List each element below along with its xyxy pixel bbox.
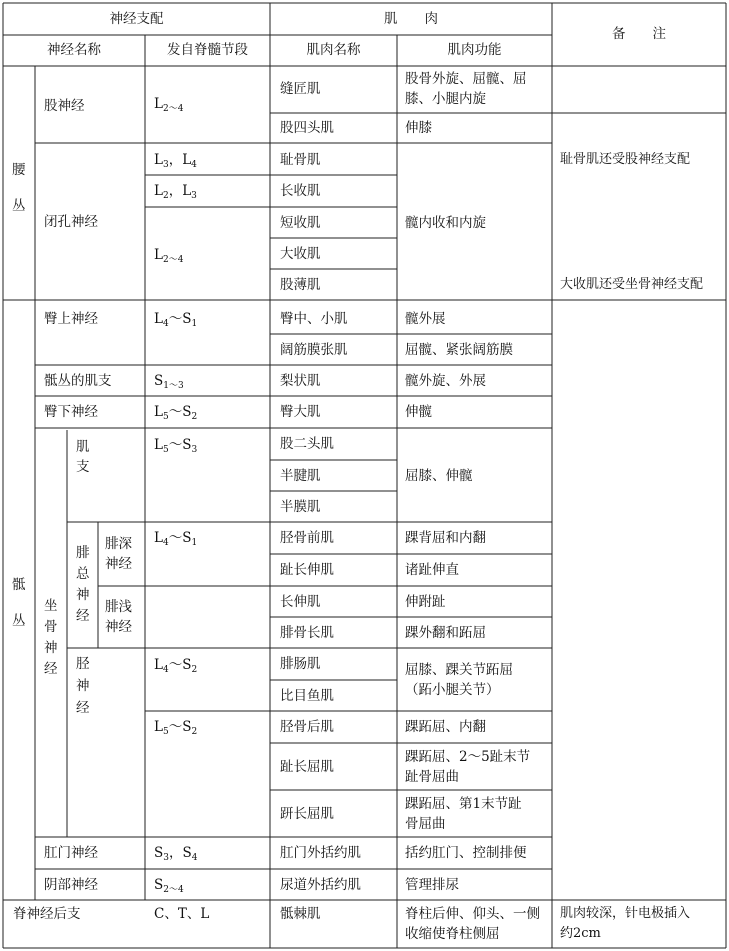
segment-obturator: $L_{2\sim 4}$ xyxy=(154,247,184,265)
tibial-nerve: 胫 神 经 xyxy=(76,656,90,716)
muscle-semimembranosus: 半膜肌 xyxy=(280,499,321,515)
function-extensor-hallucis-longus: 伸跗趾 xyxy=(405,594,446,610)
segment-tibial-upper: $L_4\sim S_2$ xyxy=(154,657,198,675)
function-extensor-digitorum-longus: 诸趾伸直 xyxy=(405,562,459,578)
deep-peroneal-nerve: 腓深 神经 xyxy=(105,536,132,572)
muscle-gracilis: 股薄肌 xyxy=(280,277,321,293)
header-nerve-name: 神经名称 xyxy=(47,42,101,58)
function-quadriceps: 伸膝 xyxy=(405,120,432,136)
sacral-plexus-label: 骶 丛 xyxy=(12,577,26,629)
muscle-tensor-fasciae-latae: 阔筋膜张肌 xyxy=(280,342,348,358)
muscle-peroneus-longus: 腓骨长肌 xyxy=(280,625,334,641)
function-external-urethral-sphincter: 管理排尿 xyxy=(405,877,459,893)
muscle-gluteus-medius-minimus: 臀中、小肌 xyxy=(280,311,348,327)
dorsal-rami-label: 脊神经后支 xyxy=(13,906,81,922)
superficial-peroneal-nerve: 腓浅 神经 xyxy=(105,599,132,635)
muscle-quadriceps: 股四头肌 xyxy=(280,120,334,136)
pudendal-anal-nerve: 肛门神经 xyxy=(44,845,98,861)
perineal-nerve: 阴部神经 xyxy=(44,877,98,893)
function-calf: 屈膝、踝关节跖屈 （跖小腿关节） xyxy=(405,662,513,698)
femoral-nerve: 股神经 xyxy=(44,98,85,114)
segment-tibial-lower: $L_5\sim S_2$ xyxy=(154,719,198,737)
muscle-sacrospinalis: 骶棘肌 xyxy=(280,906,321,922)
superior-gluteal-nerve: 臀上神经 xyxy=(44,311,98,327)
note-sacrospinalis: 肌肉较深，针电极插入 约2cm xyxy=(560,906,691,941)
segment-superior-gluteal: $L_4\sim S_1$ xyxy=(154,311,198,329)
segment-peroneal: $L_4\sim S_1$ xyxy=(154,530,198,548)
function-flexor-digitorum-longus: 踝跖屈、2～5趾末节 趾骨屈曲 xyxy=(405,749,531,785)
sciatic-muscular-branch: 肌 支 xyxy=(76,439,90,475)
function-gluteus-maximus: 伸髋 xyxy=(405,404,432,420)
function-hamstrings: 屈膝、伸髋 xyxy=(405,468,473,484)
header-nerve-supply: 神经支配 xyxy=(109,11,164,27)
muscle-adductor-magnus: 大收肌 xyxy=(280,246,321,262)
function-sacrospinalis: 脊柱后伸、仰头、一侧 收缩使脊柱侧屈 xyxy=(405,906,540,942)
segment-inferior-gluteal: $L_5\sim S_2$ xyxy=(154,404,198,422)
muscle-extensor-hallucis-longus: 长伸肌 xyxy=(280,594,321,610)
function-sartorius: 股骨外旋、屈髋、屈 膝、小腿内旋 xyxy=(405,71,527,107)
muscle-external-anal-sphincter: 肛门外括约肌 xyxy=(280,845,361,861)
common-peroneal-nerve: 腓 总 神 经 xyxy=(76,545,90,624)
lumbar-plexus-label: 腰 丛 xyxy=(12,162,26,214)
header-notes: 备 注 xyxy=(612,26,666,42)
segment-anal: $S_3$，$S_4$ xyxy=(154,845,198,863)
inferior-gluteal-nerve: 臀下神经 xyxy=(44,404,98,420)
segment-sciatic-muscular: $L_5\sim S_3$ xyxy=(154,437,198,455)
segment-adductor-longus: $L_2$，$L_3$ xyxy=(154,183,197,201)
muscle-piriformis: 梨状肌 xyxy=(280,373,321,389)
sacral-muscular-branch: 骶丛的肌支 xyxy=(44,373,112,389)
function-tibialis-anterior: 踝背屈和内翻 xyxy=(405,530,486,546)
muscle-gastrocnemius: 腓肠肌 xyxy=(280,656,321,672)
segment-dorsal-rami: C、T、L xyxy=(154,906,210,922)
muscle-biceps-femoris: 股二头肌 xyxy=(280,436,334,452)
header-muscle-name: 肌肉名称 xyxy=(306,42,361,58)
muscle-external-urethral-sphincter: 尿道外括约肌 xyxy=(280,877,361,893)
muscle-extensor-digitorum-longus: 趾长伸肌 xyxy=(280,562,334,578)
function-piriformis: 髋外旋、外展 xyxy=(405,373,486,389)
segment-femoral: $L_{2\sim 4}$ xyxy=(154,96,184,114)
note-pectineus: 耻骨肌还受股神经支配 xyxy=(560,152,691,167)
function-adductors: 髋内收和内旋 xyxy=(405,215,486,231)
header-spinal-segment: 发自脊髓节段 xyxy=(167,42,248,58)
segment-pectineus: $L_3$，$L_4$ xyxy=(154,152,197,170)
segment-piriformis: $S_{1\sim 3}$ xyxy=(154,373,184,391)
segment-perineal: $S_{2\sim 4}$ xyxy=(154,877,184,895)
note-adductor-magnus: 大收肌还受坐骨神经支配 xyxy=(560,277,704,292)
muscle-flexor-digitorum-longus: 趾长屈肌 xyxy=(280,759,334,775)
muscle-gluteus-maximus: 臀大肌 xyxy=(280,404,321,420)
muscle-sartorius: 缝匠肌 xyxy=(280,81,321,97)
muscle-adductor-longus: 长收肌 xyxy=(280,183,321,199)
function-tensor-fasciae-latae: 屈髋、紧张阔筋膜 xyxy=(405,342,513,358)
function-peroneus-longus: 踝外翻和跖屈 xyxy=(405,625,486,641)
muscle-pectineus: 耻骨肌 xyxy=(280,152,321,168)
muscle-flexor-hallucis-longus: 趼长屈肌 xyxy=(280,806,334,822)
muscle-semitendinosus: 半腱肌 xyxy=(280,468,321,484)
function-tibialis-posterior: 踝跖屈、内翻 xyxy=(405,719,486,735)
header-muscle: 肌 肉 xyxy=(384,11,438,27)
muscle-tibialis-anterior: 胫骨前肌 xyxy=(280,530,334,546)
function-external-anal-sphincter: 括约肛门、控制排便 xyxy=(405,845,527,861)
function-flexor-hallucis-longus: 踝跖屈、第1末节趾 骨屈曲 xyxy=(405,796,522,832)
muscle-adductor-brevis: 短收肌 xyxy=(280,215,321,231)
obturator-nerve: 闭孔神经 xyxy=(44,214,98,230)
sciatic-nerve: 坐 骨 神 经 xyxy=(44,598,58,677)
header-muscle-function: 肌肉功能 xyxy=(447,42,502,58)
function-gluteus-medius-minimus: 髋外展 xyxy=(405,311,446,327)
muscle-soleus: 比目鱼肌 xyxy=(280,688,334,704)
muscle-tibialis-posterior: 胫骨后肌 xyxy=(280,719,334,735)
